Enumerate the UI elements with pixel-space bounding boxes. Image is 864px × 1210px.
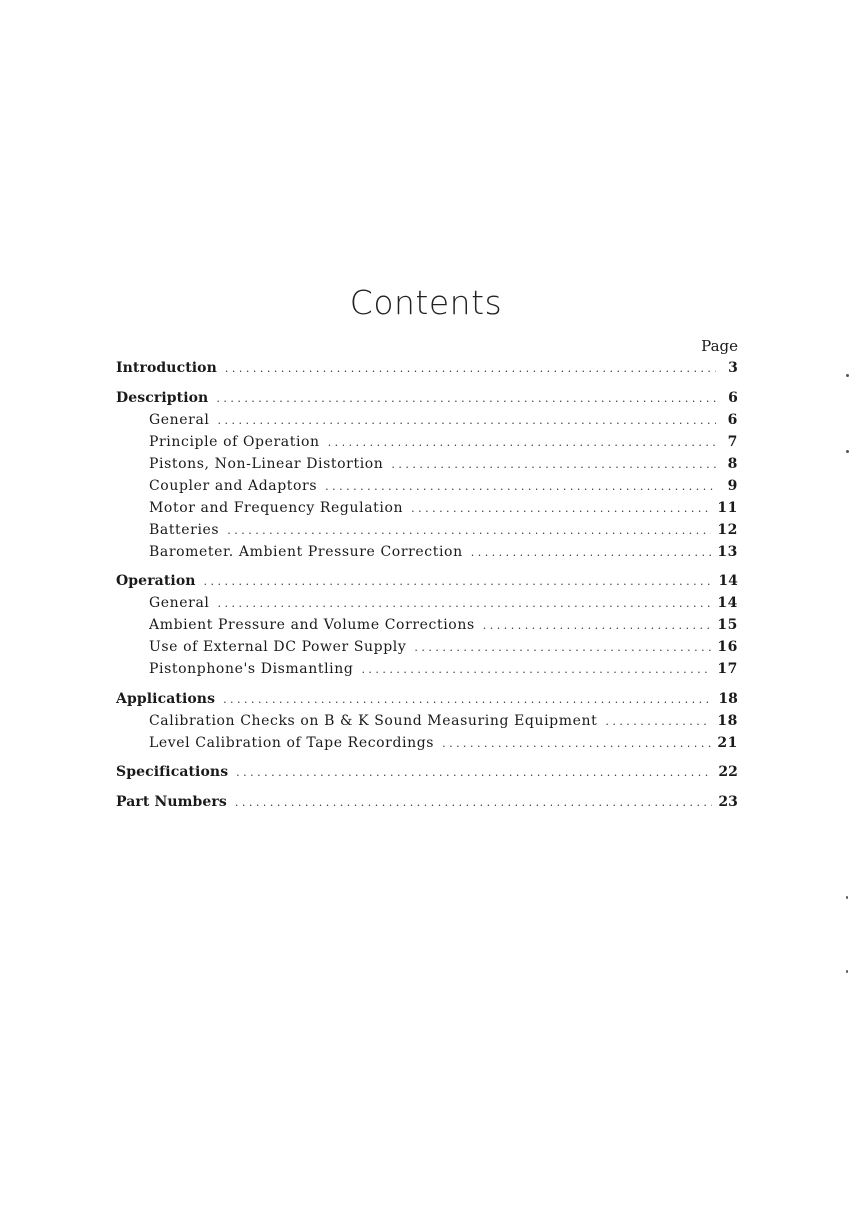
- toc-entry-label: Principle of Operation: [149, 433, 320, 450]
- dot-leader: [605, 710, 711, 733]
- toc-entry-label: Coupler and Adaptors: [149, 477, 318, 494]
- toc-entry-label: Specifications: [116, 764, 229, 780]
- dot-leader: [204, 570, 713, 593]
- toc-entry-page-number: 23: [718, 793, 738, 810]
- scan-speck: [846, 970, 848, 973]
- toc-entry-label: Part Numbers: [116, 793, 227, 810]
- scan-speck: [846, 374, 849, 377]
- toc-subsection-entry: [116, 497, 738, 519]
- page-column-header: Page: [701, 337, 738, 355]
- toc-entry-page-number: 9: [727, 477, 738, 494]
- toc-entry-label: Operation: [116, 573, 196, 589]
- dot-leader: [218, 592, 712, 615]
- toc-subsection-entry: [116, 732, 738, 754]
- toc-entry-page-number: 7: [727, 433, 738, 450]
- toc-entry-page-number: 6: [728, 389, 738, 406]
- toc-section-entry: [116, 688, 738, 710]
- dot-leader: [483, 614, 712, 637]
- toc-entry-label: Level Calibration of Tape Recordings: [149, 734, 435, 751]
- toc-subsection-entry: [116, 636, 738, 658]
- dot-leader: [236, 761, 712, 784]
- toc-entry-label: Batteries: [149, 521, 220, 538]
- scan-speck: [846, 450, 849, 453]
- toc-entry-page-number: 21: [717, 734, 738, 751]
- toc-entry-label: Barometer. Ambient Pressure Correction: [149, 543, 463, 560]
- toc-subsection-entry: [116, 592, 738, 614]
- toc-section-entry: [116, 387, 738, 409]
- dot-leader: [391, 453, 716, 476]
- toc-entry-page-number: 13: [717, 543, 738, 560]
- toc-entry-label: Pistons, Non-Linear Distortion: [149, 455, 384, 472]
- toc-section-entry: [116, 791, 738, 813]
- toc-entry-label: Description: [116, 389, 209, 406]
- dot-leader: [218, 409, 717, 432]
- toc-entry-page-number: 11: [717, 499, 738, 516]
- toc-subsection-entry: [116, 710, 738, 732]
- toc-entry-page-number: 15: [717, 617, 738, 633]
- toc-entry-page-number: 8: [727, 455, 738, 472]
- toc-entry-page-number: 6: [727, 411, 738, 428]
- page-title: Contents: [349, 283, 503, 322]
- dot-leader: [328, 431, 716, 454]
- dot-leader: [471, 541, 712, 564]
- dot-leader: [227, 519, 711, 542]
- dot-leader: [223, 688, 712, 711]
- toc-entry-label: Calibration Checks on B & K Sound Measuring Equipment: [149, 712, 598, 729]
- toc-section-entry: [116, 570, 738, 592]
- toc-subsection-entry: [116, 541, 738, 563]
- dot-leader: [361, 658, 711, 681]
- toc-entry-label: Use of External DC Power Supply: [149, 639, 407, 655]
- toc-subsection-entry: [116, 658, 738, 680]
- toc-subsection-entry: [116, 519, 738, 541]
- toc-subsection-entry: [116, 475, 738, 497]
- toc-entry-label: General: [149, 595, 210, 611]
- toc-entry-label: Applications: [116, 690, 216, 707]
- scan-speck: [846, 896, 848, 899]
- toc-entry-page-number: 14: [717, 595, 738, 611]
- toc-subsection-entry: [116, 614, 738, 636]
- toc-entry-label: Pistonphone's Dismantling: [149, 661, 354, 677]
- toc-entry-label: Motor and Frequency Regulation: [149, 499, 404, 516]
- toc-subsection-entry: [116, 431, 738, 453]
- toc-subsection-entry: [116, 409, 738, 431]
- toc-entry-page-number: 18: [718, 690, 738, 707]
- dot-leader: [442, 732, 711, 755]
- dot-leader: [216, 387, 716, 410]
- dot-leader: [235, 791, 712, 814]
- toc-entry-page-number: 14: [718, 573, 738, 589]
- toc-entry-label: Ambient Pressure and Volume Corrections: [149, 617, 475, 633]
- toc-entry-page-number: 18: [717, 712, 738, 729]
- dot-leader: [411, 497, 711, 520]
- toc-subsection-entry: [116, 453, 738, 475]
- toc-entry-page-number: 3: [728, 360, 738, 376]
- toc-entry-page-number: 17: [717, 661, 738, 677]
- toc-entry-label: Introduction: [116, 360, 217, 376]
- toc-entry-page-number: 22: [718, 764, 738, 780]
- table-of-contents: [116, 357, 738, 813]
- dot-leader: [325, 475, 716, 498]
- dot-leader: [414, 636, 711, 659]
- dot-leader: [225, 357, 716, 380]
- toc-entry-page-number: 16: [717, 639, 738, 655]
- toc-entry-page-number: 12: [717, 521, 738, 538]
- toc-entry-label: General: [149, 411, 210, 428]
- toc-section-entry: [116, 357, 738, 379]
- toc-section-entry: [116, 761, 738, 783]
